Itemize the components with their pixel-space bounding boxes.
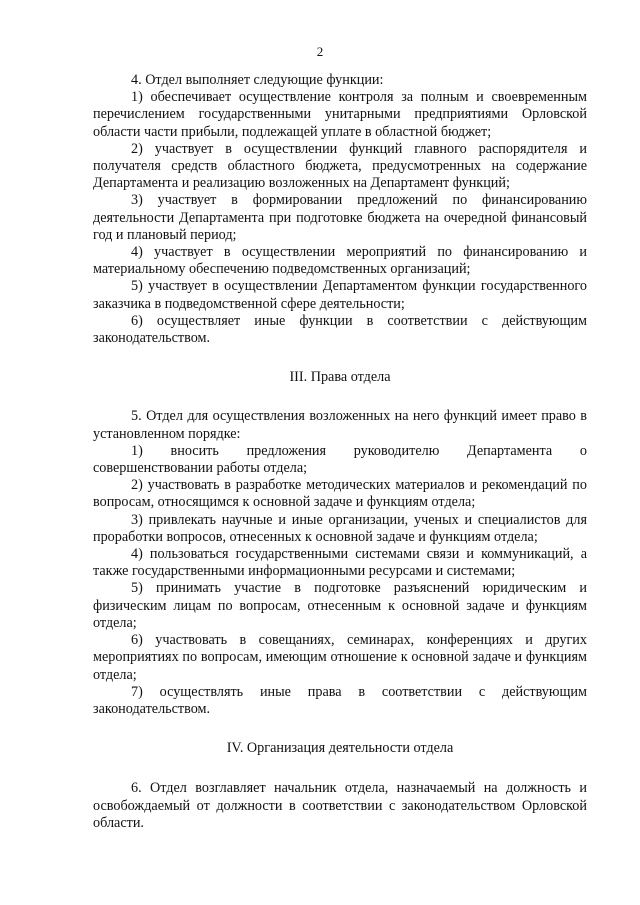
right-item-2: 2) участвовать в разработке методических материалов и рекомендаций по вопросам, относящимся к основной задаче и функциям отдела; [93,477,587,511]
function-item-3: 3) участвует в формировании предложений по финансированию деятельности Департамента при подготовке бюджета на очередной финансовый год и плановый период; [93,192,587,243]
section-heading-rights: III. Права отдела [289,369,391,386]
function-item-1: 1) обеспечивает осуществление контроля за полным и своевременным перечислением государственными унитарными предприятиями Орловской области части прибыли, подлежащей уплате в областной бюджет; [93,89,587,140]
function-item-6: 6) осуществляет иные функции в соответствии с действующим законодательством. [93,312,587,347]
functions-intro: 4. Отдел выполняет следующие функции: [131,72,384,88]
function-item-5: 5) участвует в осуществлении Департаментом функции государственного заказчика в подведомственной сфере деятельности; [93,278,587,312]
right-item-7: 7) осуществлять иные права в соответствии с действующим законодательством. [93,683,587,717]
function-item-4: 4) участвует в осуществлении мероприятий по финансированию и материальному обеспечению подведомственных организаций; [93,244,587,278]
function-item-2: 2) участвует в осуществлении функций главного распорядителя и получателя средств областного бюджета, предусмотренных на содержание Департамента и реализацию возложенных на Департамент функций; [93,140,587,192]
page-number: 2 [316,44,324,59]
right-item-1: 1) вносить предложения руководителю Департамента о совершенствовании работы отдела; [93,442,587,477]
right-item-6: 6) участвовать в совещаниях, семинарах, конференциях и других мероприятиях по вопросам, имеющим отношение к основной задаче и функциям отдела; [93,632,587,683]
organization-paragraph: 6. Отдел возглавляет начальник отдела, назначаемый на должность и освобождаемый от должности в соответствии с законодательством Орловской области. [93,780,587,831]
document-body [93,72,587,832]
right-item-4: 4) пользоваться государственными системами связи и коммуникаций, а также государственными информационными ресурсами и системами; [93,546,587,580]
section-heading-organization: IV. Организация деятельности отдела [226,740,454,757]
right-item-5: 5) принимать участие в подготовке разъяснений юридическим и физическим лицам по вопросам, отнесенным к основной задаче и функциям отдела; [93,580,587,631]
rights-intro: 5. Отдел для осуществления возложенных на него функций имеет право в установленном порядке: [93,408,587,442]
right-item-3: 3) привлекать научные и иные организации, ученых и специалистов для проработки вопросов, отнесенных к основной задаче и функциям отдела; [93,511,587,545]
